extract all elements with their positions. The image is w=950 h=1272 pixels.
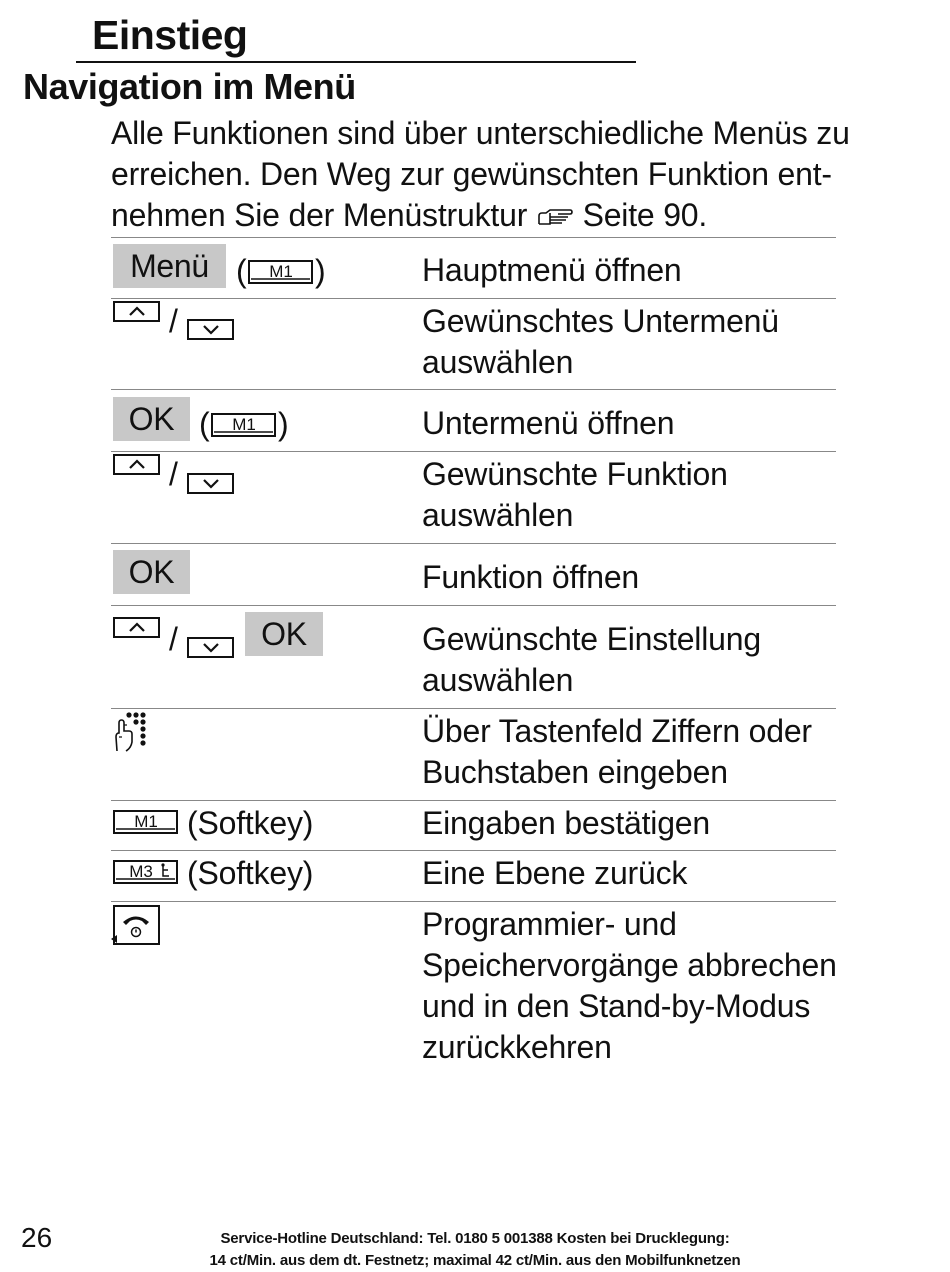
separator-slash: / [169, 621, 178, 657]
page-header [76, 8, 636, 63]
m1-softkey-label: M1 [134, 812, 158, 831]
row-description: Gewünschte Einstellung [422, 621, 761, 657]
table-row [111, 389, 836, 451]
m1-softkey-label: M1 [269, 262, 293, 281]
table-row [111, 901, 836, 1072]
footer-hotline-line-2: 14 ct/Min. aus dem dt. Festnetz; maximal 42 ct/Min. aus den Mobilfunknetzen [209, 1252, 741, 1269]
intro-page-ref: Seite 90. [582, 197, 708, 233]
table-row [111, 708, 836, 800]
table-row [111, 605, 836, 708]
navigation-table [111, 237, 836, 1072]
m3-softkey-icon [113, 858, 179, 886]
row-description: Gewünschte Funktion [422, 456, 728, 492]
arrow-up-key-icon [113, 454, 161, 476]
end-call-key-icon [111, 905, 163, 947]
intro-line-3 [111, 195, 851, 236]
row-description: Gewünschtes Untermenü [422, 303, 779, 339]
arrow-up-key-icon [113, 617, 161, 639]
ok-key: OK [113, 550, 190, 594]
footer-hotline [150, 1228, 800, 1272]
row-description-cont: auswählen [422, 497, 574, 533]
row-description-cont: und in den Stand-by-Modus [422, 988, 811, 1024]
row-description-cont: Buchstaben eingeben [422, 754, 728, 790]
keypad-hand-icon [113, 711, 149, 753]
page-title: Einstieg [92, 12, 248, 58]
row-description-cont: auswählen [422, 344, 574, 380]
intro-line-1: Alle Funktionen sind über unterschiedliche Menüs zu [111, 115, 850, 151]
table-row [111, 543, 836, 605]
m1-softkey-icon [211, 411, 277, 439]
row-description: Hauptmenü öffnen [422, 252, 682, 288]
row-description: Programmier- und [422, 906, 677, 942]
table-row [111, 237, 836, 298]
section-title: Navigation im Menü [23, 66, 356, 107]
table-row [111, 800, 836, 850]
table-row [111, 451, 836, 543]
close-paren: ) [315, 253, 326, 289]
arrow-down-key-icon [187, 637, 235, 659]
table-row [111, 298, 836, 389]
pointing-hand-icon [536, 207, 574, 227]
menu-key: Menü [113, 244, 226, 288]
m3-softkey-label: M3 [129, 862, 153, 881]
close-paren: ) [278, 406, 289, 442]
arrow-up-key-icon [113, 301, 161, 323]
ok-key: OK [245, 612, 323, 656]
separator-slash: / [169, 456, 178, 492]
page-number: 26 [21, 1222, 53, 1253]
intro-line-2: erreichen. Den Weg zur gewünschten Funktion ent- [111, 156, 832, 192]
separator-slash: / [169, 303, 178, 339]
row-description: Funktion öffnen [422, 559, 640, 595]
m1-softkey-icon [113, 808, 179, 836]
softkey-note: (Softkey) [187, 805, 314, 841]
open-paren: ( [236, 253, 247, 289]
softkey-note: (Softkey) [187, 855, 314, 891]
arrow-down-key-icon [187, 473, 235, 495]
m1-softkey-icon [248, 258, 314, 286]
row-description: Eingaben bestätigen [422, 805, 710, 841]
open-paren: ( [199, 406, 210, 442]
row-description: Untermenü öffnen [422, 405, 675, 441]
arrow-down-key-icon [187, 319, 235, 341]
table-row [111, 850, 836, 901]
row-description: Über Tastenfeld Ziffern oder [422, 713, 812, 749]
row-description-cont: auswählen [422, 662, 574, 698]
row-description-cont: zurückkehren [422, 1029, 612, 1065]
intro-line-3-text: nehmen Sie der Menüstruktur [111, 197, 528, 233]
row-description-cont: Speichervorgänge abbrechen [422, 947, 837, 983]
m1-softkey-label: M1 [232, 415, 256, 434]
row-description: Eine Ebene zurück [422, 855, 688, 891]
intro-paragraph [111, 113, 851, 236]
footer-hotline-line-1: Service-Hotline Deutschland: Tel. 0180 5 001388 Kosten bei Drucklegung: [220, 1230, 730, 1247]
ok-key: OK [113, 397, 190, 441]
